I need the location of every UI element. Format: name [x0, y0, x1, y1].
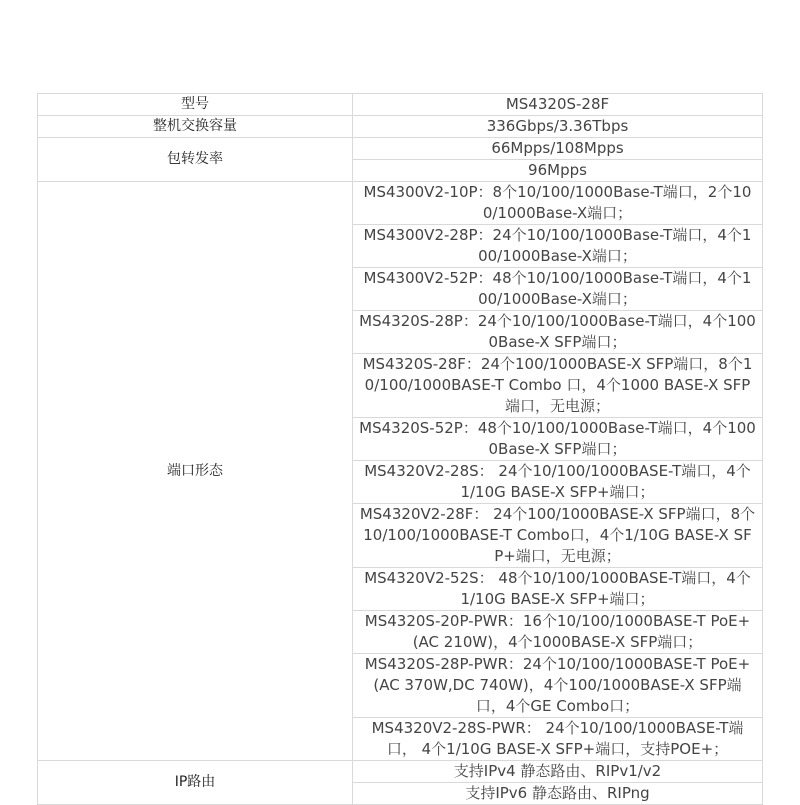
- port-spec-cell: MS4300V2-52P：48个10/100/1000Base-T端口，4个100/1000Base-X端口；: [353, 268, 763, 311]
- port-spec-cell: MS4320V2-28S-PWR： 24个10/100/1000BASE-T端口， 4个1/10G BASE-X SFP+端口，支持POE+；: [353, 718, 763, 761]
- port-spec-cell: MS4320V2-28F： 24个100/1000BASE-X SFP端口，8个10/100/1000BASE-T Combo口，4个1/10G BASE-X SFP+端口，无电源；: [353, 504, 763, 568]
- row-label-forwarding: 包转发率: [38, 138, 353, 182]
- row-label-capacity: 整机交换容量: [38, 116, 353, 138]
- row-value-ip-routing: 支持IPv4 静态路由、RIPv1/v2: [353, 761, 763, 783]
- port-spec-cell: MS4320S-28P-PWR：24个10/100/1000BASE-T PoE+(AC 370W,DC 740W)，4个100/1000BASE-X SFP端口，4个GE Combo口；: [353, 654, 763, 718]
- spec-table: [37, 93, 763, 805]
- row-value-ip-routing: 支持IPv6 静态路由、RIPng: [353, 783, 763, 805]
- row-label-model: 型号: [38, 94, 353, 116]
- port-spec-cell: MS4300V2-10P：8个10/100/1000Base-T端口，2个100/1000Base-X端口；: [353, 182, 763, 225]
- port-spec-cell: MS4320S-52P：48个10/100/1000Base-T端口，4个1000Base-X SFP端口；: [353, 418, 763, 461]
- row-value-forwarding: 66Mpps/108Mpps: [353, 138, 763, 160]
- row-label-ports: 端口形态: [38, 182, 353, 761]
- port-spec-cell: MS4320S-28P：24个10/100/1000Base-T端口，4个1000Base-X SFP端口；: [353, 311, 763, 354]
- port-spec-cell: MS4320V2-28S： 24个10/100/1000BASE-T端口，4个1/10G BASE-X SFP+端口；: [353, 461, 763, 504]
- table-row: [38, 761, 763, 783]
- port-spec-cell: MS4300V2-28P：24个10/100/1000Base-T端口，4个100/1000Base-X端口；: [353, 225, 763, 268]
- table-row: [38, 116, 763, 138]
- table-row: [38, 182, 763, 225]
- table-row: [38, 138, 763, 160]
- port-spec-cell: MS4320S-28F：24个100/1000BASE-X SFP端口，8个10/100/1000BASE-T Combo 口，4个1000 BASE-X SFP端口，无电源；: [353, 354, 763, 418]
- row-value-model: MS4320S-28F: [353, 94, 763, 116]
- row-value-capacity: 336Gbps/3.36Tbps: [353, 116, 763, 138]
- port-spec-cell: MS4320S-20P-PWR：16个10/100/1000BASE-T PoE+(AC 210W)，4个1000BASE-X SFP端口；: [353, 611, 763, 654]
- table-row: [38, 94, 763, 116]
- row-label-ip-routing: IP路由: [38, 761, 353, 805]
- port-spec-cell: MS4320V2-52S： 48个10/100/1000BASE-T端口，4个1/10G BASE-X SFP+端口；: [353, 568, 763, 611]
- row-value-forwarding: 96Mpps: [353, 160, 763, 182]
